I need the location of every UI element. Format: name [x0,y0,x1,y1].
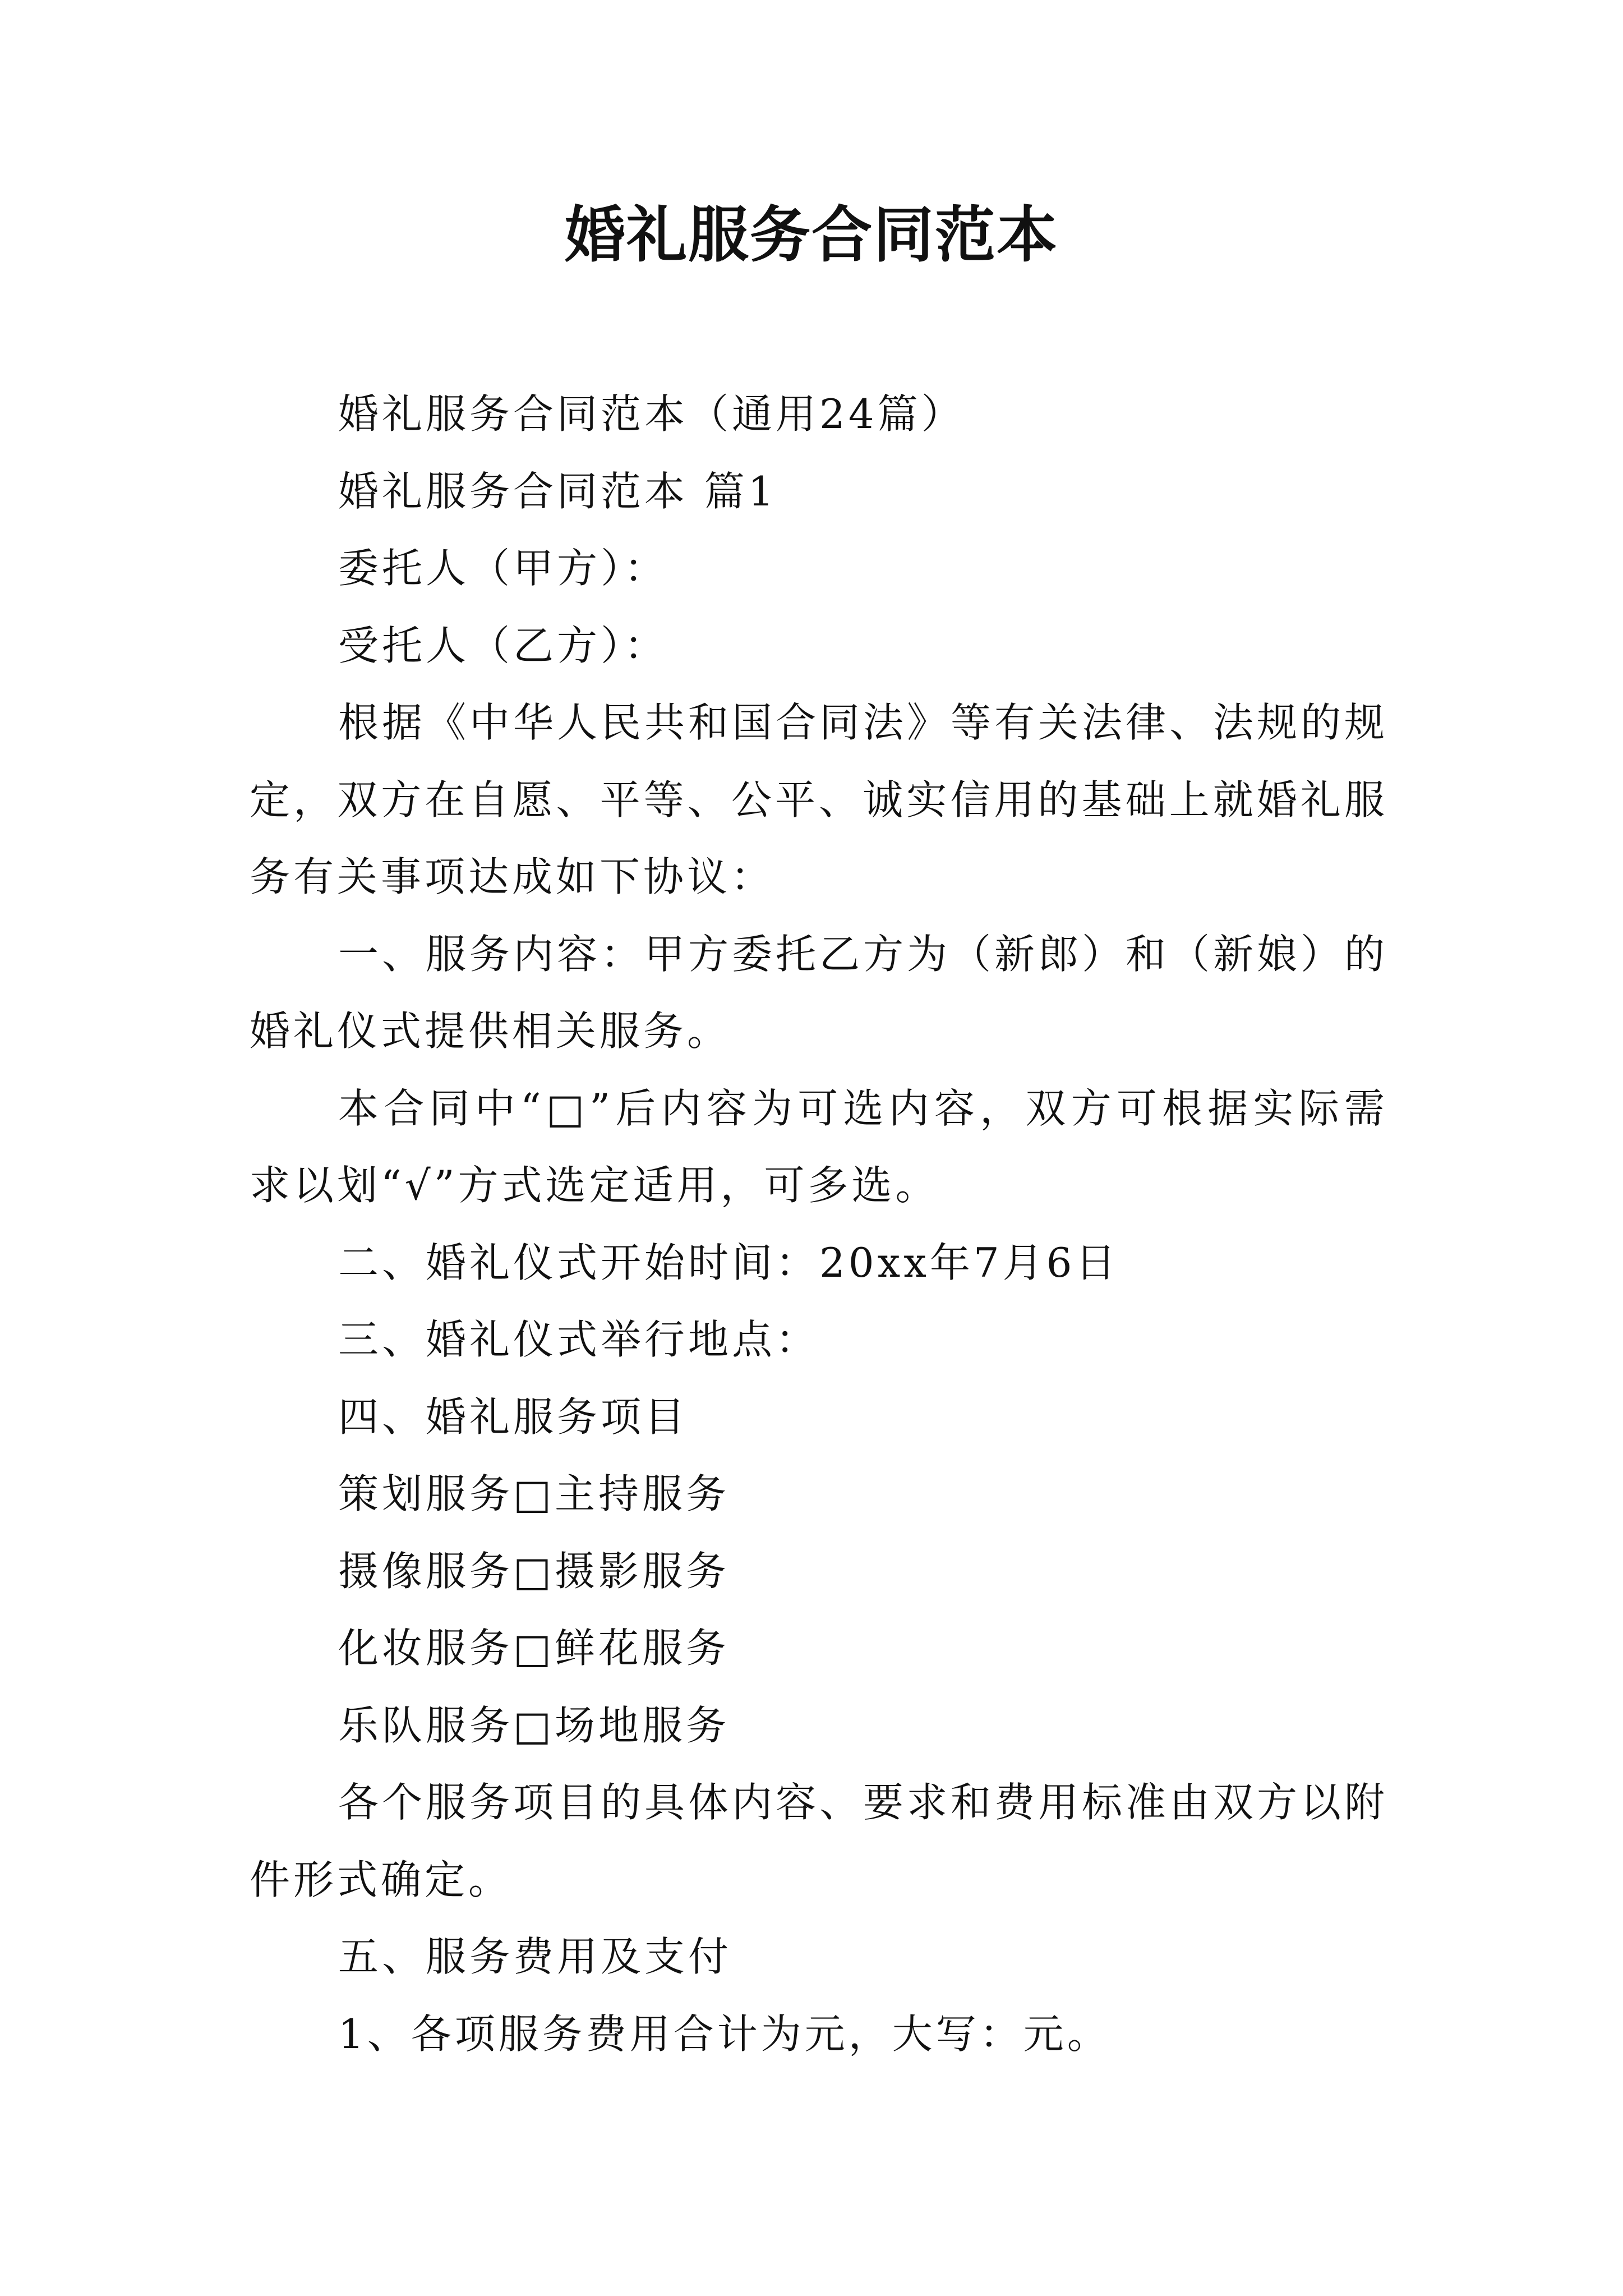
paragraph-fees-total: 1、各项服务费用合计为元，大写：元。 [338,2010,1111,2058]
paragraph-party-b: 受托人（乙方）： [338,622,668,669]
paragraph-party-a: 委托人（甲方）： [338,545,668,592]
paragraph-collection-title: 婚礼服务合同范本（通用24篇） [338,390,965,438]
paragraph-start-time: 二、婚礼仪式开始时间：20xx年7月6日 [338,1239,1119,1286]
document-body [250,376,1388,2073]
paragraph-service-option-1: 策划服务□主持服务 [338,1470,730,1517]
paragraph-service-option-3: 化妆服务□鲜花服务 [338,1625,730,1672]
document-title: 婚礼服务合同范本 [564,200,1058,270]
paragraph-location: 三、婚礼仪式举行地点： [338,1316,820,1363]
paragraph-section-title: 婚礼服务合同范本 篇1 [338,467,777,515]
paragraph-attachment-note: 各个服务项目的具体内容、要求和费用标准由双方以附件形式确定。 [250,1779,1389,1903]
paragraph-service-content: 一、服务内容：甲方委托乙方为（新郎）和（新娘）的婚礼仪式提供相关服务。 [250,930,1389,1055]
paragraph-service-option-2: 摄像服务□摄影服务 [338,1547,730,1595]
paragraph-service-items-heading: 四、婚礼服务项目 [338,1393,689,1441]
paragraph-legal-basis: 根据《中华人民共和国合同法》等有关法律、法规的规定，双方在自愿、平等、公平、诚实信用的基础上就婚礼服务有关事项达成如下协议： [250,699,1389,900]
paragraph-fees-heading: 五、服务费用及支付 [338,1933,732,1980]
paragraph-service-option-4: 乐队服务□场地服务 [338,1701,730,1749]
paragraph-optional-note: 本合同中“□”后内容为可选内容，双方可根据实际需求以划“√”方式选定适用，可多选。 [250,1084,1388,1209]
